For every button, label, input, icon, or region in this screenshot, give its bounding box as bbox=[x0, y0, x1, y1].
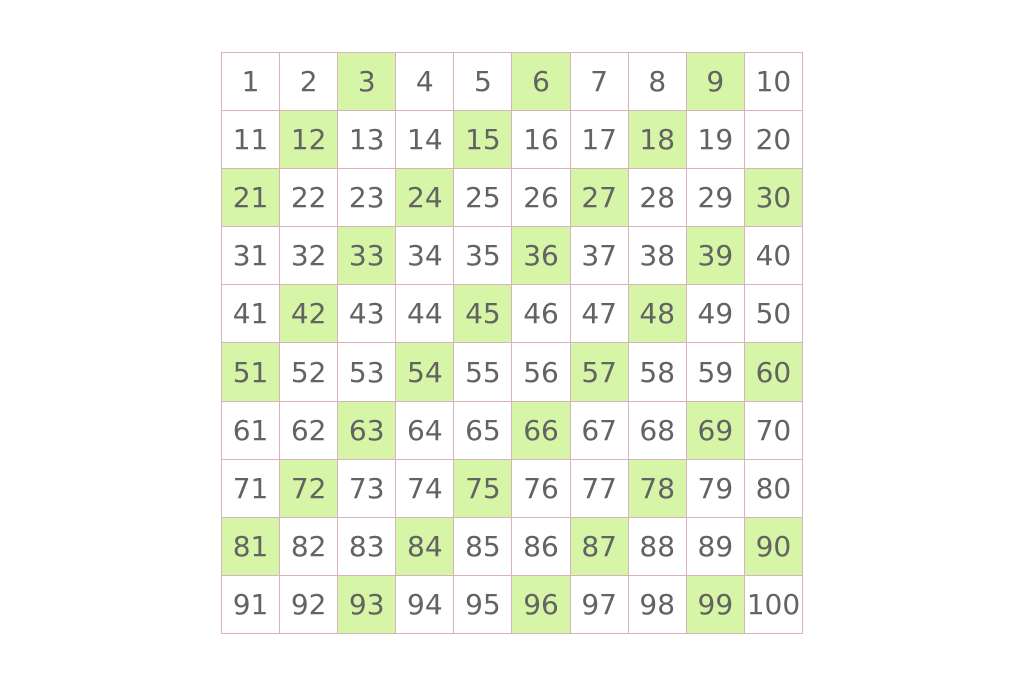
number-cell: 23 bbox=[338, 169, 396, 227]
number-cell-highlighted: 63 bbox=[338, 402, 396, 460]
number-cell-highlighted: 42 bbox=[280, 285, 338, 343]
number-cell: 35 bbox=[454, 227, 512, 285]
number-cell: 22 bbox=[280, 169, 338, 227]
number-cell: 61 bbox=[222, 402, 280, 460]
number-cell: 40 bbox=[745, 227, 803, 285]
number-cell: 46 bbox=[512, 285, 570, 343]
number-cell-highlighted: 93 bbox=[338, 576, 396, 634]
number-cell-highlighted: 18 bbox=[629, 111, 687, 169]
number-cell-highlighted: 60 bbox=[745, 343, 803, 401]
number-cell: 16 bbox=[512, 111, 570, 169]
number-cell: 89 bbox=[687, 518, 745, 576]
number-cell: 32 bbox=[280, 227, 338, 285]
number-cell-highlighted: 78 bbox=[629, 460, 687, 518]
number-cell-highlighted: 27 bbox=[571, 169, 629, 227]
number-cell: 26 bbox=[512, 169, 570, 227]
number-cell: 58 bbox=[629, 343, 687, 401]
number-cell: 47 bbox=[571, 285, 629, 343]
number-cell-highlighted: 24 bbox=[396, 169, 454, 227]
number-cell-highlighted: 69 bbox=[687, 402, 745, 460]
number-cell: 80 bbox=[745, 460, 803, 518]
number-cell: 50 bbox=[745, 285, 803, 343]
number-cell-highlighted: 57 bbox=[571, 343, 629, 401]
number-cell-highlighted: 45 bbox=[454, 285, 512, 343]
number-cell: 65 bbox=[454, 402, 512, 460]
number-cell: 20 bbox=[745, 111, 803, 169]
number-cell: 71 bbox=[222, 460, 280, 518]
number-cell: 1 bbox=[222, 53, 280, 111]
number-cell: 83 bbox=[338, 518, 396, 576]
number-cell: 88 bbox=[629, 518, 687, 576]
number-cell: 14 bbox=[396, 111, 454, 169]
number-cell: 79 bbox=[687, 460, 745, 518]
number-cell: 67 bbox=[571, 402, 629, 460]
number-cell: 29 bbox=[687, 169, 745, 227]
number-cell: 64 bbox=[396, 402, 454, 460]
number-cell: 19 bbox=[687, 111, 745, 169]
number-cell: 70 bbox=[745, 402, 803, 460]
number-cell-highlighted: 36 bbox=[512, 227, 570, 285]
number-cell: 17 bbox=[571, 111, 629, 169]
number-cell: 86 bbox=[512, 518, 570, 576]
number-cell: 97 bbox=[571, 576, 629, 634]
number-cell: 77 bbox=[571, 460, 629, 518]
number-cell: 13 bbox=[338, 111, 396, 169]
number-cell: 38 bbox=[629, 227, 687, 285]
number-cell: 4 bbox=[396, 53, 454, 111]
number-cell: 94 bbox=[396, 576, 454, 634]
number-cell: 82 bbox=[280, 518, 338, 576]
number-cell: 56 bbox=[512, 343, 570, 401]
number-cell: 92 bbox=[280, 576, 338, 634]
number-cell: 28 bbox=[629, 169, 687, 227]
number-cell: 37 bbox=[571, 227, 629, 285]
number-cell-highlighted: 3 bbox=[338, 53, 396, 111]
number-cell-highlighted: 75 bbox=[454, 460, 512, 518]
number-cell-highlighted: 9 bbox=[687, 53, 745, 111]
number-cell-highlighted: 54 bbox=[396, 343, 454, 401]
number-cell: 49 bbox=[687, 285, 745, 343]
number-cell: 73 bbox=[338, 460, 396, 518]
number-cell-highlighted: 72 bbox=[280, 460, 338, 518]
number-cell: 43 bbox=[338, 285, 396, 343]
number-cell-highlighted: 96 bbox=[512, 576, 570, 634]
number-cell-highlighted: 81 bbox=[222, 518, 280, 576]
hundred-chart-grid bbox=[221, 52, 803, 634]
number-cell: 59 bbox=[687, 343, 745, 401]
number-cell-highlighted: 66 bbox=[512, 402, 570, 460]
number-cell-highlighted: 87 bbox=[571, 518, 629, 576]
number-cell: 95 bbox=[454, 576, 512, 634]
number-cell-highlighted: 12 bbox=[280, 111, 338, 169]
number-cell: 34 bbox=[396, 227, 454, 285]
number-cell: 7 bbox=[571, 53, 629, 111]
number-cell-highlighted: 84 bbox=[396, 518, 454, 576]
number-cell: 10 bbox=[745, 53, 803, 111]
number-cell: 98 bbox=[629, 576, 687, 634]
number-cell-highlighted: 99 bbox=[687, 576, 745, 634]
number-cell-highlighted: 15 bbox=[454, 111, 512, 169]
number-cell: 62 bbox=[280, 402, 338, 460]
number-cell: 55 bbox=[454, 343, 512, 401]
number-cell: 11 bbox=[222, 111, 280, 169]
number-cell: 2 bbox=[280, 53, 338, 111]
number-cell-highlighted: 33 bbox=[338, 227, 396, 285]
number-cell: 100 bbox=[745, 576, 803, 634]
number-cell: 8 bbox=[629, 53, 687, 111]
number-cell-highlighted: 48 bbox=[629, 285, 687, 343]
number-cell: 44 bbox=[396, 285, 454, 343]
number-cell: 31 bbox=[222, 227, 280, 285]
number-cell-highlighted: 21 bbox=[222, 169, 280, 227]
number-cell: 68 bbox=[629, 402, 687, 460]
number-cell-highlighted: 6 bbox=[512, 53, 570, 111]
number-cell: 41 bbox=[222, 285, 280, 343]
number-cell: 25 bbox=[454, 169, 512, 227]
number-cell: 91 bbox=[222, 576, 280, 634]
number-cell: 85 bbox=[454, 518, 512, 576]
number-cell-highlighted: 90 bbox=[745, 518, 803, 576]
number-cell-highlighted: 51 bbox=[222, 343, 280, 401]
number-cell: 76 bbox=[512, 460, 570, 518]
number-cell-highlighted: 39 bbox=[687, 227, 745, 285]
number-cell: 52 bbox=[280, 343, 338, 401]
number-cell: 5 bbox=[454, 53, 512, 111]
number-cell-highlighted: 30 bbox=[745, 169, 803, 227]
number-cell: 53 bbox=[338, 343, 396, 401]
number-cell: 74 bbox=[396, 460, 454, 518]
